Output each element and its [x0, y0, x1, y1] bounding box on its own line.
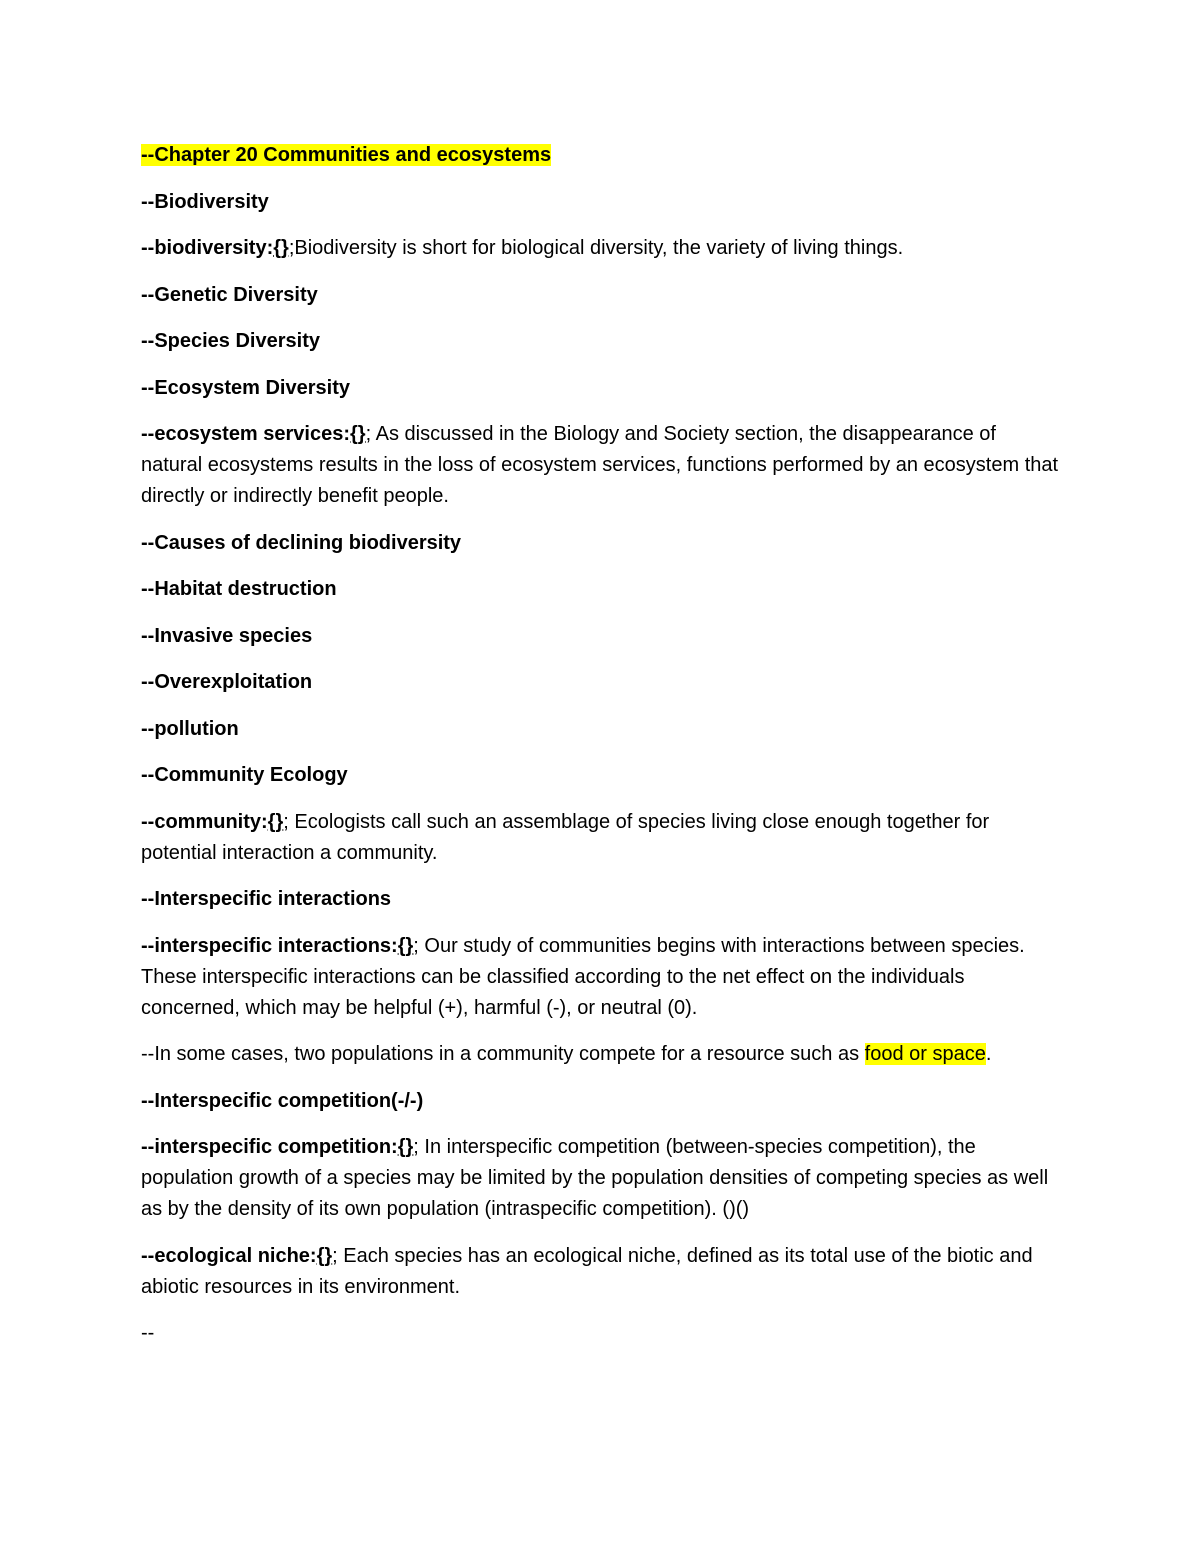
link-marker[interactable]: {} — [273, 237, 289, 259]
definition-text: ; Ecologists call such an assemblage of species living close enough together for potential interaction a community. — [141, 810, 990, 864]
heading-pollution: --pollution — [141, 717, 239, 740]
definition-text: ; Our study of communities begins with interactions between species. These interspecific interactions can be classified according to the net effect on the individuals concerned, which may be helpful (+), harmful (-), or neutral (0). — [141, 934, 1025, 1019]
competition-note — [141, 1039, 1060, 1070]
link-marker[interactable]: {} — [316, 1244, 333, 1267]
heading-species-diversity: --Species Diversity — [141, 330, 320, 352]
definition-text: ;Biodiversity is short for biological diversity, the variety of living things. — [288, 237, 904, 259]
trailing-dashes: -- — [141, 1322, 155, 1344]
heading-biodiversity: --Biodiversity — [141, 190, 269, 213]
definition-ecological-niche — [141, 1241, 1060, 1303]
link-marker[interactable]: {} — [350, 423, 366, 445]
term-interspecific-competition: --interspecific competition: — [141, 1136, 398, 1158]
link-marker[interactable]: {} — [267, 810, 284, 833]
definition-interspecific-competition — [141, 1132, 1060, 1225]
definition-interspecific-interactions — [141, 931, 1060, 1024]
heading-interspecific-interactions: --Interspecific interactions — [141, 888, 392, 910]
definition-text: ; As discussed in the Biology and Society section, the disappearance of natural ecosystems results in the loss of ecosystem services, functions performed by an ecosystem that directly or indirectly benefit people. — [141, 423, 1059, 507]
heading-overexploitation: --Overexploitation — [141, 671, 313, 693]
term-ecological-niche: --ecological niche: — [141, 1244, 317, 1267]
definition-community — [141, 807, 1060, 869]
chapter-title-text: --Chapter 20 Communities and ecosystems — [141, 144, 552, 166]
heading-invasive-species: --Invasive species — [141, 624, 313, 647]
link-marker[interactable]: {} — [397, 1136, 414, 1158]
term-community: --community: — [141, 810, 268, 833]
highlighted-phrase: food or space — [864, 1043, 986, 1065]
heading-community-ecology: --Community Ecology — [141, 764, 348, 786]
heading-causes: --Causes of declining biodiversity — [141, 531, 462, 554]
term-biodiversity: --biodiversity: — [141, 237, 274, 259]
definition-ecosystem-services — [141, 419, 1060, 512]
chapter-title — [141, 140, 1060, 171]
heading-habitat-destruction: --Habitat destruction — [141, 578, 337, 600]
definition-text: ; Each species has an ecological niche, defined as its total use of the biotic and abiotic resources in its environment. — [141, 1244, 1033, 1298]
term-interspecific-interactions: --interspecific interactions: — [141, 934, 398, 957]
heading-ecosystem-diversity: --Ecosystem Diversity — [141, 376, 350, 399]
definition-text: ; In interspecific competition (between-species competition), the population growth of a species may be limited by the population densities of competing species as well as by the density of its own population (intraspecific competition). ()() — [141, 1136, 1049, 1220]
definition-biodiversity — [141, 233, 1060, 264]
heading-genetic-diversity: --Genetic Diversity — [141, 283, 318, 306]
competition-note-after: . — [985, 1043, 992, 1065]
competition-note-before: --In some cases, two populations in a community compete for a resource such as — [141, 1043, 865, 1065]
heading-interspecific-competition: --Interspecific competition(-/-) — [141, 1089, 424, 1112]
term-ecosystem-services: --ecosystem services: — [141, 423, 351, 445]
link-marker[interactable]: {} — [397, 934, 414, 957]
